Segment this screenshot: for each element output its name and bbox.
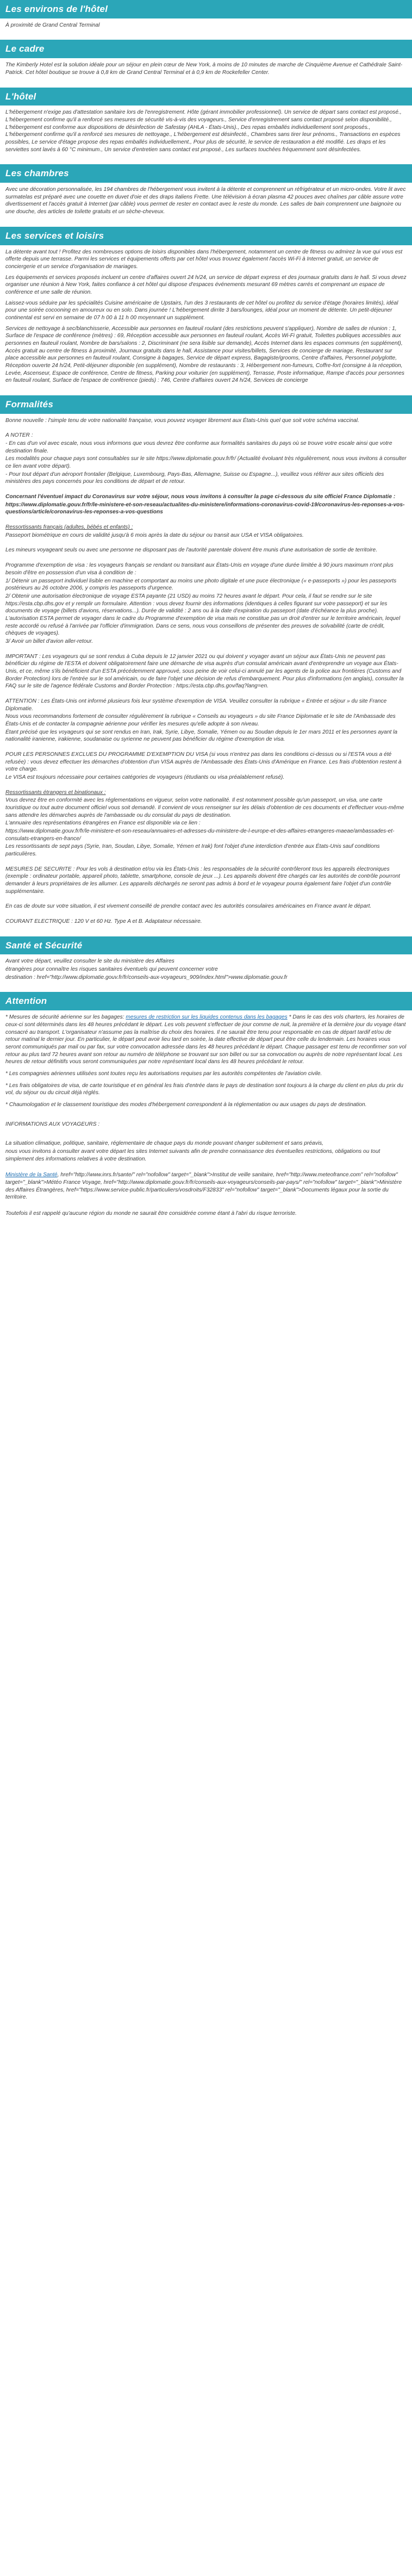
formalites-text: Programme d'exemption de visa : les voyageurs français se rendant ou transitant aux États-Unis en voyage d'une durée limitée à 90 jours maximum n'ont plus besoin d'être en possession d'un visa à condition de : — [5, 562, 394, 576]
infos-links-text: , href="http://www.inrs.fr/sante/" rel="nofollow" target="_blank">Institut de veille sanitaire, href="http://www.meteofrance.com" rel="nofollow" target="_blank">Météo France Voyage, href="http://www.diplomatie.gouv.fr/fr/conseils-aux-voyageurs/conseils-par-pays/" rel="nofollow" target="_blank">Ministère des Affaires Étrangères, href="https://www.service-public.fr/particuliers/vosdroits/F32833" rel="nofollow" target="_blank">Documents légaux pour la sortie du territoire. — [5, 1172, 402, 1201]
formalites-link[interactable]: https://www.diplomatie.gouv.fr/fr/le-ministere-et-son-reseau/annuaires-et-adresses-du-ministere-de-l-europe-et-des-affaires-etrangeres-maeae/ambassades-et-consulats-etrangers-en-france/ — [5, 828, 395, 842]
infos-text: nous vous invitons à consulter avant votre départ les sites Internet suivants afin de prendre connaissance des éventuelles restrictions, obligations ou tout simplement des informations relatives à votre destination. — [5, 1148, 380, 1162]
formalites-note-heading: A NOTER : — [5, 432, 33, 439]
hotel-text: L'hébergement n'exige pas d'attestation sanitaire lors de l'enregistrement. Hôte (gérant immobilier professionnel). Un service de départ sans contact est proposé., L'hébergement confirme qu'il a renforcé ses mesures de sécurité vis-à-vis des voyageurs., Service d'enregistrement sans contact proposé selon disponibilité., L'hébergement est conforme aux dispositions de désinfection de Safestay (AHLA - États-Unis)., Des repas emballés individuellement sont proposés., L'hébergement confirme qu'il a renforcé ses mesures de nettoyage., L'hébergement est désinfecté., Chambres sans tirer leur prénoms., Transactions en espèces possibles, Le service d'étage propose des repas emballés individuellement., Pour plus de sécurité, le service de restauration a été modifié. Les draps et les serviettes sont lavés à 60 °C minimum., Un service d'entretien sans contact est proposé., Les surfaces touchées fréquemment sont désinfectées. — [5, 109, 402, 153]
infos-text: La situation climatique, politique, sanitaire, réglementaire de chaque pays du monde pouvant changer subitement et sans préavis, — [5, 1140, 324, 1147]
formalites-text: Bonne nouvelle : l'simple tenu de votre nationalité française, vous pouvez voyager librement aux États-Unis quel que soit votre schéma vaccinal. — [5, 417, 359, 424]
formalites-text: Étant précisé que les voyageurs qui se sont rendus en Iran, Irak, Syrie, Libye, Somalie, Yémen ou au Soudan depuis le 1er mars 2011 et les personnes ayant la nationalité iranienne, irakienne, soudanaise ou syrienne ne peuvent pas bénéficier du régime d'exemption de visa. — [5, 729, 398, 743]
cadre-text: The Kimberly Hotel est la solution idéale pour un séjour en plein cœur de New York, à moins de 10 minutes de marche de Cinquième Avenue et Cathédrale Saint-Patrick. Cet hôtel boutique se trouve à 0,8 km de Grand Central Terminal et à 0,9 km de Rockefeller Center. — [5, 62, 403, 76]
formalites-text: 3/ Avoir un billet d'avion aller-retour. — [5, 638, 93, 644]
chambres-title: Les chambres — [0, 164, 412, 183]
attention-item — [5, 1014, 407, 1066]
chambres-text: Avec une décoration personnalisée, les 194 chambres de l'hébergement vous invitent à la détente et comprennent un réfrigérateur et un micro-ondes. Votre lit avec surmatelas est préparé avec une couette en duvet d'oie et des draps italiens Frette. Une télévision à écran plasma 42 pouces avec chaînes par câble assure votre divertissement et l'accès gratuit à Internet (par câble) vous permet de rester en contact avec le reste du monde. Les salles de bain comprennent une baignoire ou une douche, des articles de toilette gratuits et un sèche-cheveux. — [5, 187, 406, 215]
environs-text: À proximité de Grand Central Terminal — [5, 22, 100, 28]
services-paragraph: Laissez-vous séduire par les spécialités Cuisine américaine de Upstairs, l'un des 3 restaurants de cet hôtel ou profitez du service d'étage (horaires limités), idéal pour une soirée cocooning en amoureux ou en solo. Dans journée ! L'hébergement dirrite 3 bars/lounges, idéal pour un moment de détente. Un petit-déjeuner continental est servi en semaine de 07 h 00 à 11 h 00 moyennant un supplément. — [5, 300, 398, 321]
formalites-text: ATTENTION : Les États-Unis ont informé plusieurs fois leur système d'exemption de VISA. Veuillez consulter la rubrique « Entrée et séjour » du site France Diplomatie. — [5, 698, 387, 712]
cadre-title: Le cadre — [0, 40, 412, 58]
infos-title: INFORMATIONS AUX VOYAGEURS : — [5, 1121, 100, 1127]
formalites-text: Vous devrez être en conformité avec les réglementations en vigueur, selon votre nationalité. Il est notamment possible qu'un passeport, un visa, une carte touristique ou tout autre document officiel vous soit demandé. Il convient de vous renseigner sur les délais d'obtention de ces documents et d'effectuer vous-même sans attendre les démarches auprès de l'ambassade ou du consulat du pays de destination. — [5, 797, 404, 818]
formalites-covid-link[interactable]: https://www.diplomatie.gouv.fr/fr/le-ministere-et-son-reseau/actualites-du-ministere/informations-coronavirus-covid-19/coronavirus-les-reponses-a-vos-questions/article/coronavirus-les-reponses-a-vos-questions — [5, 501, 405, 516]
formalites-text: En cas de doute sur votre situation, il est vivement conseillé de prendre contact avec les autorités consulaires américaines en France avant le départ. — [5, 903, 372, 910]
infos-text: Toutefois il est rappelé qu'aucune région du monde ne saurait être considérée comme étant à l'abri du risque terroriste. — [5, 1211, 297, 1217]
section-cadre — [0, 40, 412, 87]
infos-links — [5, 1171, 407, 1201]
formalites-text: Les ressortissants de sept pays (Syrie, Iran, Soudan, Libye, Somalie, Yémen et Irak) font l'objet d'une interdiction d'entrée aux États-Unis sauf conditions particulières. — [5, 843, 380, 857]
services-title: Les services et loisirs — [0, 227, 412, 245]
attention-title: Attention — [0, 992, 412, 1010]
formalites-text: MESURES DE SECURITE : Pour les vols à destination et/ou via les États-Unis : les responsables de la sécurité contrôleront tous les appareils électroniques (exemple : ordinateur portable, appareil photo, tablette, smartphone, console de jeux ...). Les appareils doivent être chargés car les autorités de contrôle pourront demander à leurs propriétaires de les allumer. Les appareils déchargés ne seront pas admis à bord et le voyageur pourra également faire l'objet d'un contrôle supplémentaire. — [5, 866, 400, 895]
formalites-subheading: Ressortissants français (adultes, bébés et enfants) : — [5, 524, 133, 531]
formalites-text: Les modalités pour chaque pays sont consultables sur le site https://www.diplomatie.gouv.fr/fr/ (Actualité évoluant très régulièrement, nous vous invitons à consulter ce lien avant votre départ). — [5, 456, 407, 470]
formalites-covid-text: Concernant l'éventuel impact du Coronavirus sur votre séjour, nous vous invitons à consulter la page ci-dessous du site officiel France Diplomatie : — [5, 494, 396, 500]
section-chambres — [0, 164, 412, 226]
services-paragraph: La détente avant tout ! Profitez des nombreuses options de loisirs disponibles dans l'hébergement, notamment un centre de fitness ou admirez la vue qui vous est offerte depuis une terrasse. Parmi les services et équipements offerts par cet hôtel vous trouvez également l'accès Wi-Fi à Internet gratuit, un service de conciergerie et un service d'organisation de mariages. — [5, 249, 403, 270]
formalites-title: Formalités — [0, 395, 412, 414]
hotel-title: L'hôtel — [0, 88, 412, 106]
section-attention — [0, 992, 412, 1229]
formalites-text: COURANT ELECTRIQUE : 120 V et 60 Hz. Type A et B. Adaptateur nécessaire. — [5, 918, 202, 925]
services-paragraph: Services de nettoyage à sec/blanchisserie, Accessible aux personnes en fauteuil roulant (des restrictions peuvent s'appliquer), Nombre de salles de réunion : 1, Surface de l'espace de conférence (mètres) : 69, Réception accessible aux personnes en fauteuil roulant, Accès Wi-Fi gratuit, Toilettes publiques accessibles aux personnes en fauteuil roulant, Nombre de bars/salons : 2, Discriminant (ne sera lisible sur demande), Accès Internet dans les espaces communs (en supplément), Accès gratuit au centre de fitness à proximité, Journaux gratuits dans le hall, Assistance pour visites/billets, Services de concierge de mariage, Restaurant sur place accessible aux personnes en fauteuil roulant, Consigne à bagages, Service de départ express, Bagagiste/grooms, Centre d'affaires, Personnel polyglotte, Réception ouverte 24 h/24, Petit-déjeuner disponible (en supplément), Nombre de restaurants : 3, Hébergement non-fumeurs, Coffre-fort (consigne à la réception, Levée, Ascenseur, Espace de conférence, Centre de fitness, Parking pour voiturier (en supplément), Terrasse, Poste informatique, Rampe d'accès pour personnes en fauteuil roulant, Surface de l'espace de conférence (pieds) : 746, Centre d'affaires ouvert 24 h/24, Services de concierge — [5, 325, 404, 384]
attention-item: * Chaumologation et le classement touristique des modes d'hébergement correspondent à la réglementation ou aux usages du pays de destination. — [5, 1101, 367, 1108]
ministere-sante-link[interactable]: Ministère de la Santé — [5, 1172, 58, 1178]
attention-text: * Mesures de sécurité aérienne sur les bagages: — [5, 1014, 126, 1021]
formalites-text: - En cas d'un vol avec escale, nous vous informons que vous devrez être conforme aux formalités sanitaires du pays où se trouve votre escale ainsi que votre destination finale. — [5, 440, 392, 454]
sante-text: étrangères pour connaître les risques sanitaires éventuels qui peuvent concerner votre — [5, 966, 218, 973]
formalites-subheading: Ressortissants étrangers et binationaux : — [5, 789, 106, 796]
sante-link[interactable]: destination : href="http://www.diplomatie.gouv.fr/fr/conseils-aux-voyageurs_909/index.html">www.diplomatie.gouv.fr — [5, 974, 288, 980]
formalites-text: Nous vous recommandons fortement de consulter régulièrement la rubrique « Conseils au voyageurs » du site France Diplomatie et le site de l'Ambassade des États-Unis et de contacter la compagnie aérienne pour vérifier les mesures qu'elle adopte à son niveau. — [5, 713, 396, 727]
formalites-text: - Pour tout départ d'un aéroport frontalier (Belgique, Luxembourg, Pays-Bas, Allemagne, Suisse ou Espagne...), veuillez vous référer aux sites officiels des ministères des pays concernés pour les conditions de départ et de retour. — [5, 471, 384, 485]
section-environs — [0, 0, 412, 40]
sante-title: Santé et Sécurité — [0, 936, 412, 955]
attention-item: * Les frais obligatoires de visa, de carte touristique et en général les frais d'entrée dans le pays de destination sont toujours à la charge du client en plus du prix du vol, du séjour ou du circuit déjà réglés. — [5, 1082, 403, 1096]
formalites-text: L'annuaire des représentations étrangères en France est disponible via ce lien : — [5, 820, 201, 827]
sante-text: Avant votre départ, veuillez consulter le site du ministère des Affaires — [5, 958, 174, 965]
attention-text: * Dans le cas des vols charters, les horaires de ceux-ci sont déterminés dans les 48 heures précédant le départ. Les vols peuvent s'effectuer de jour comme de nuit, la première et la dernière jour du voyage étant consacré au transport. L'organisateur n'assume pas la maîtrise du choix des horaires. Il ne saurait être tenu pour responsable en cas de départ tardif et/ou de retour matinal le dernier jour. En particulier, le départ peut avoir lieu tard en soirée, la date effective de départ peut être celle du lendemain. Les horaires vous seront communiqués par mail ou par fax, sur votre convocation adressée dans les 48 heures précédant le départ. Chaque passager est tenu de reconfirmer son vol retour au plus tard 72 heures avant son retour au numéro de téléphone se trouvant sur son billet ou sur sa convocation ou auprès de notre représentant local. Les heures de retour définitifs vous seront communiquées par notre représentant local dans les 48 heures précédant le retour. — [5, 1014, 407, 1065]
section-services — [0, 227, 412, 395]
formalites-text: 2/ Obtenir une autorisation électronique de voyage ESTA payante (21 USD) au moins 72 heures avant le départ. Pour cela, il faut se rendre sur le site https://esta.cbp.dhs.gov et y remplir un formulaire. Attention : vous devez fournir des informations (identiques à celles figurant sur votre passeport) et sur les documents de voyage (billets d'avions, réservations...). Durée de validité : 2 ans ou à la date d'expiration du passeport (date d'échéance la plus proche). L'autorisation ESTA permet de voyager dans le cadre du Programme d'exemption de visa mais ne constitue pas un droit d'entrer sur le territoire américain, lequel reste accordé ou refusé à l'arrivée par l'officier d'immigration. Dans ce sens, nous vous conseillons de présenter des preuves de solvabilité (carte de crédit, chèques de voyages). — [5, 593, 401, 637]
liquids-restriction-link[interactable]: mesures de restriction sur les liquides contenus dans les bagages — [126, 1014, 288, 1021]
formalites-text: 1/ Détenir un passeport individuel lisible en machine et comportant au moins une photo digitale et une puce électronique (« e-passeports ») pour les passeports postérieurs au 26 octobre 2006, y compris les passeports d'urgence. — [5, 578, 397, 592]
formalites-text: IMPORTANT : Les voyageurs qui se sont rendus à Cuba depuis le 12 janvier 2021 ou qui doivent y voyager avant un séjour aux États-Unis ne peuvent pas bénéficier du régime de l'ESTA et doivent obligatoirement faire une démarche de visa auprès d'un consulat américain avant d'entreprendre un voyage aux États-Unis, et ce, même s'ils bénéficient d'un ESTA précédemment approuvé, sous peine de voir celui-ci annulé par les agents de la police aux frontières (Customs and Border Protection) lors de l'entrée sur le sol américain, ou de faire l'objet une décision de refus d'embarquement. Pour plus d'informations (en anglais), consulter la FAQ sur le site de l'agence fédérale Customs and Border Protection : https://esta.cbp.dhs.gov/faq?lang=en. — [5, 653, 404, 690]
section-hotel — [0, 88, 412, 165]
formalites-text: Passeport biométrique en cours de validité jusqu'à 6 mois après la date du séjour ou transit aux USA et VISA obligatoires. — [5, 532, 304, 538]
formalites-text: POUR LES PERSONNES EXCLUES DU PROGRAMME D'EXEMPTION DU VISA (si vous n'entrez pas dans les conditions ci-dessus ou si l'ESTA vous a été refusée) : vous devez effectuer les démarches d'obtention d'un VISA auprès de l'Ambassade des États-Unis d'Amérique en France. Les frais d'obtention restent à votre charge. — [5, 751, 402, 773]
section-formalites — [0, 395, 412, 936]
environs-title: Les environs de l'hôtel — [0, 0, 412, 18]
section-sante — [0, 936, 412, 992]
services-paragraph: Les équipements et services proposés incluent un centre d'affaires ouvert 24 h/24, un service de départ express et des journaux gratuits dans le hall. Si vous devez organiser une réunion à New York, faites confiance à cet hôtel qui dispose d'espaces événements mesurant 69 mètres carrés et comprenant un espace de conférence et une salle de réunion. — [5, 274, 407, 295]
formalites-text: Le VISA est toujours nécessaire pour certaines catégories de voyageurs (étudiants ou visa préalablement refusé). — [5, 774, 285, 780]
formalites-text: Les mineurs voyageant seuls ou avec une personne ne disposant pas de l'autorité parentale doivent être munis d'une autorisation de sortie de territoire. — [5, 547, 378, 554]
attention-item: * Les compagnies aériennes utilisées sont toutes reçu les autorisations requises par les autorités compétentes de l'aviation civile. — [5, 1070, 322, 1077]
